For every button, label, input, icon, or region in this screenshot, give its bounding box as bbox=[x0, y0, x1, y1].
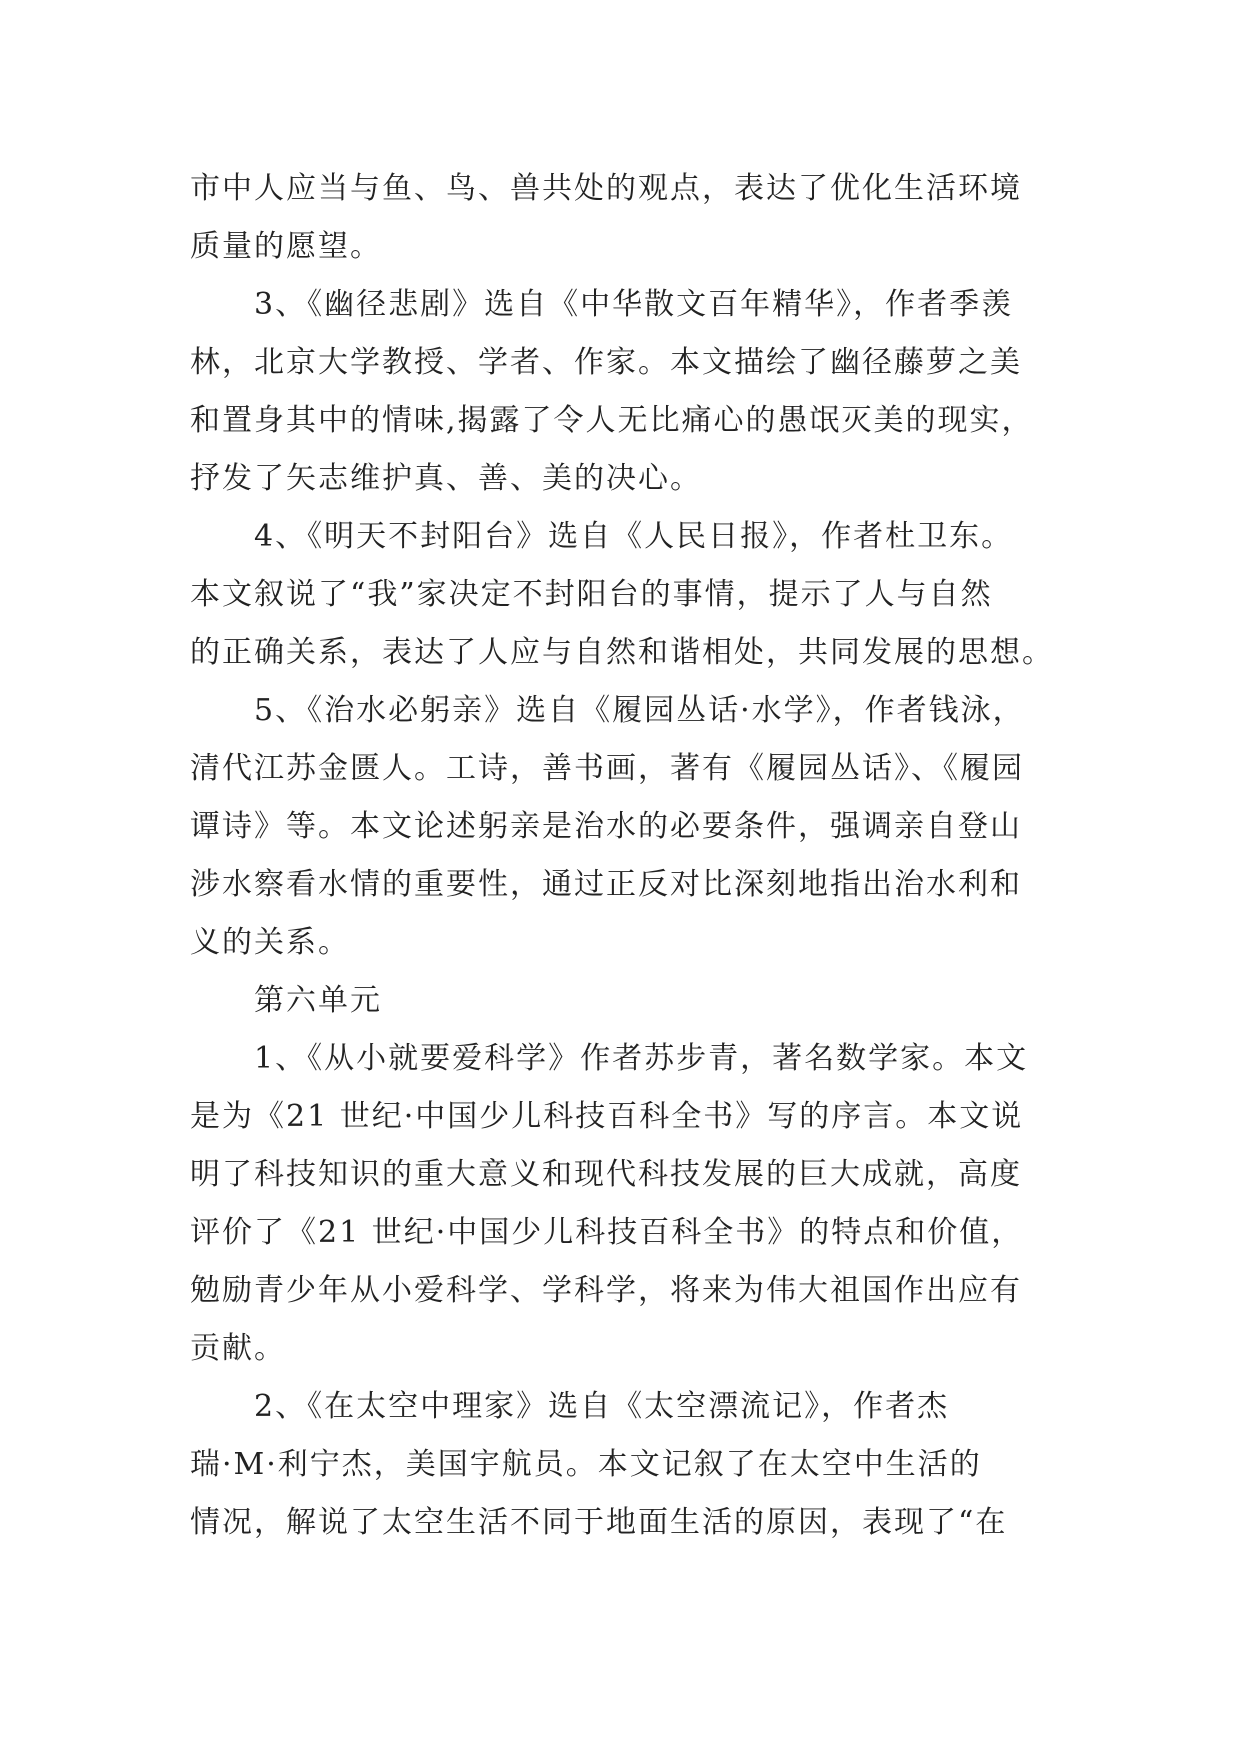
paragraph-start-line: 4、《明天不封阳台》选自《人民日报》，作者杜卫东。 bbox=[254, 519, 1014, 554]
section-heading: 第六单元 bbox=[254, 983, 382, 1018]
paragraph-start-line: 5、《治水必躬亲》选自《履园丛话·水学》，作者钱泳， bbox=[254, 693, 1025, 728]
text-line: 谭诗》等。本文论述躬亲是治水的必要条件，强调亲自登山 bbox=[190, 809, 1022, 844]
paragraph-start-line: 1、《从小就要爱科学》作者苏步青，著名数学家。本文 bbox=[254, 1041, 1029, 1076]
text-line: 清代江苏金匮人。工诗，善书画，著有《履园丛话》、《履园 bbox=[190, 751, 1024, 786]
text-line: 涉水察看水情的重要性，通过正反对比深刻地指出治水利和 bbox=[190, 867, 1022, 902]
text-line: 是为《21 世纪·中国少儿科技百科全书》写的序言。本文说 bbox=[190, 1099, 1024, 1134]
text-line: 明了科技知识的重大意义和现代科技发展的巨大成就，高度 bbox=[190, 1157, 1022, 1192]
text-line: 贡献。 bbox=[190, 1331, 286, 1366]
text-line: 情况，解说了太空生活不同于地面生活的原因，表现了“在 bbox=[190, 1505, 1008, 1540]
paragraph-start-line: 2、《在太空中理家》选自《太空漂流记》，作者杰 bbox=[254, 1389, 950, 1424]
text-line: 义的关系。 bbox=[190, 925, 350, 960]
text-line: 和置身其中的情味,揭露了令人无比痛心的愚氓灭美的现实， bbox=[190, 403, 1034, 438]
text-line: 的正确关系，表达了人应与自然和谐相处，共同发展的思想。 bbox=[190, 635, 1054, 670]
paragraph-start-line: 3、《幽径悲剧》选自《中华散文百年精华》，作者季羡 bbox=[254, 287, 1014, 322]
text-line: 质量的愿望。 bbox=[190, 229, 382, 264]
text-line: 林，北京大学教授、学者、作家。本文描绘了幽径藤萝之美 bbox=[190, 345, 1022, 380]
text-line: 勉励青少年从小爱科学、学科学，将来为伟大祖国作出应有 bbox=[190, 1273, 1022, 1308]
text-line: 评价了《21 世纪·中国少儿科技百科全书》的特点和价值， bbox=[190, 1215, 1024, 1250]
text-line: 瑞·M·利宁杰，美国宇航员。本文记叙了在太空中生活的 bbox=[190, 1447, 982, 1482]
document-body bbox=[190, 160, 1054, 1552]
text-line: 抒发了矢志维护真、善、美的决心。 bbox=[190, 461, 702, 496]
text-line: 市中人应当与鱼、鸟、兽共处的观点，表达了优化生活环境 bbox=[190, 171, 1022, 206]
text-line: 本文叙说了“我”家决定不封阳台的事情，提示了人与自然 bbox=[190, 577, 993, 612]
